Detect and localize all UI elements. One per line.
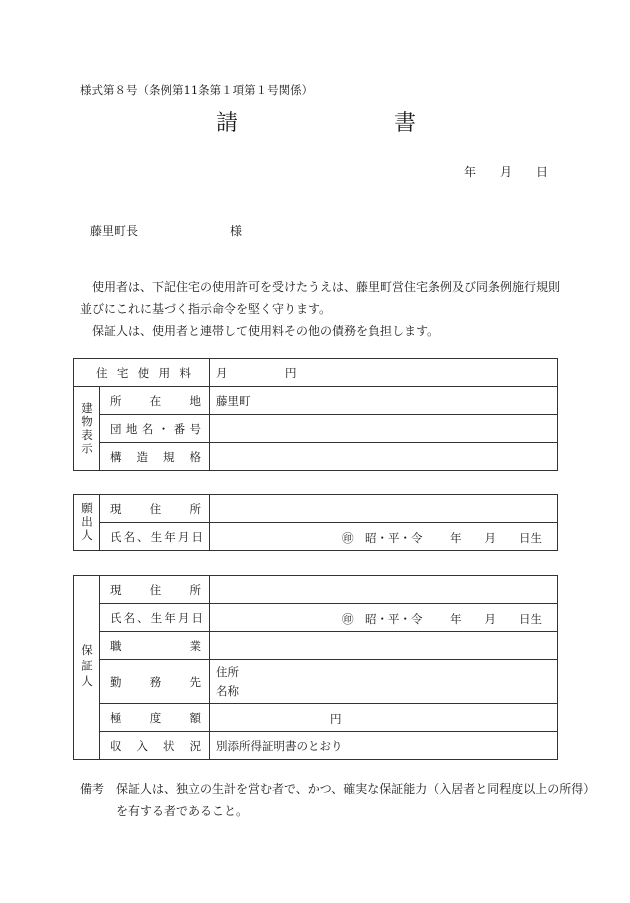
occupation-value[interactable]: [210, 632, 558, 660]
workplace-label-cell: [100, 660, 210, 704]
honorific: 様: [230, 224, 243, 238]
guarantor-era: 昭・平・令: [365, 612, 423, 626]
date-year: 年: [464, 165, 477, 179]
guarantor-label: 保証人: [74, 576, 100, 760]
applicant-name-value[interactable]: [210, 523, 558, 551]
workplace-label: 勤務先: [110, 674, 201, 689]
applicant-era: 昭・平・令: [365, 531, 423, 545]
applicant-birth-ymd: 年 月 日生: [450, 531, 542, 545]
applicant-table: [73, 494, 558, 551]
applicant-label: 願出人: [74, 495, 100, 551]
income-value[interactable]: 別添所得証明書のとおり: [210, 732, 558, 760]
guarantor-address-label-cell: [100, 576, 210, 604]
guarantor-seal: ㊞: [342, 612, 354, 626]
remarks-label: 備考: [80, 782, 105, 796]
rent-label-cell: [74, 359, 210, 387]
guarantor-address-value[interactable]: [210, 576, 558, 604]
guarantor-address-label: 現住所: [110, 582, 201, 597]
form-number: 様式第８号（条例第11条第１項第１号関係）: [80, 83, 314, 97]
limit-yen: 円: [330, 712, 342, 726]
workplace-value[interactable]: [210, 660, 558, 704]
remarks: [80, 778, 596, 822]
applicant-seal: ㊞: [342, 531, 354, 545]
location-value[interactable]: 藤里町: [210, 387, 558, 415]
income-label: 収入状況: [110, 738, 201, 753]
title-char-2: 書: [394, 111, 417, 136]
pledge-paragraph: 使用者は、下記住宅の使用許可を受けたうえは、藤里町営住宅条例及び同条例施行規則並びにこれに基づく指示命令を堅く守ります。: [80, 280, 561, 316]
building-label: 建物表示: [74, 387, 100, 471]
date-day: 日: [536, 165, 549, 179]
location-label: 所在地: [110, 393, 201, 408]
guarantor-birth-ymd: 年 月 日生: [450, 612, 542, 626]
applicant-address-value[interactable]: [210, 495, 558, 523]
structure-value[interactable]: [210, 443, 558, 471]
title-char-1: 請: [216, 111, 239, 136]
date-month: 月: [500, 165, 513, 179]
location-label-cell: [100, 387, 210, 415]
applicant-name-label-cell: [100, 523, 210, 551]
applicant-name-label: 氏名、生年月日: [110, 529, 203, 544]
rent-label: 住宅使用料: [96, 365, 191, 380]
workplace-address-label: 住所: [216, 664, 239, 679]
complex-value[interactable]: [210, 415, 558, 443]
limit-label-cell: [100, 704, 210, 732]
complex-label: 団地名・番号: [110, 421, 201, 436]
rent-value[interactable]: 月 円: [210, 359, 558, 387]
workplace-name-label: 名称: [216, 683, 239, 698]
guarantor-paragraph: 保証人は、使用者と連帯して使用料その他の債務を負担します。: [92, 324, 440, 338]
limit-label: 極度額: [110, 710, 201, 725]
income-label-cell: [100, 732, 210, 760]
occupation-label-cell: [100, 632, 210, 660]
guarantor-table: [73, 575, 558, 760]
remarks-text: 保証人は、独立の生計を営む者で、かつ、確実な保証能力（入居者と同程度以上の所得）を有する者であること。: [116, 782, 596, 818]
housing-table: [73, 358, 558, 471]
structure-label-cell: [100, 443, 210, 471]
structure-label: 構造規格: [110, 449, 201, 464]
applicant-address-label-cell: [100, 495, 210, 523]
guarantor-name-value[interactable]: [210, 604, 558, 632]
guarantor-name-label-cell: [100, 604, 210, 632]
complex-label-cell: [100, 415, 210, 443]
occupation-label: 職業: [110, 638, 201, 653]
limit-value[interactable]: [210, 704, 558, 732]
applicant-address-label: 現住所: [110, 501, 201, 516]
addressee: 藤里町長: [90, 224, 139, 238]
guarantor-name-label: 氏名、生年月日: [110, 610, 203, 625]
